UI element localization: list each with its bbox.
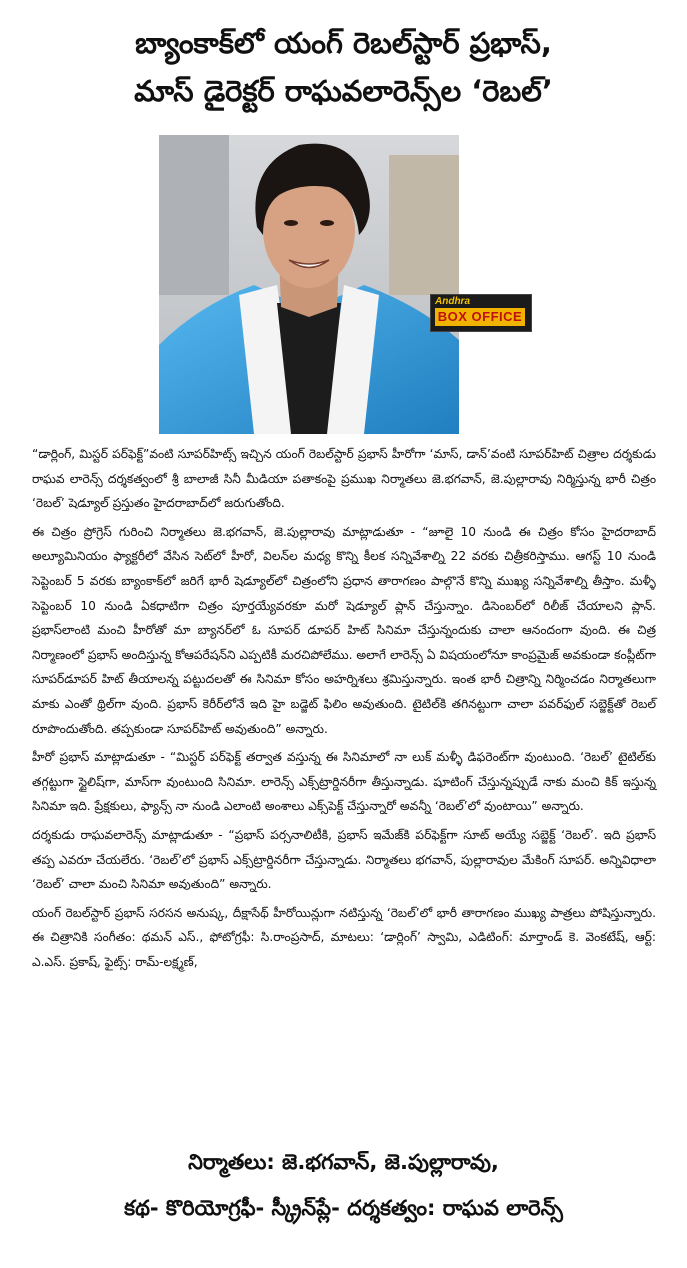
headline-line-1: బ్యాంకాక్‌లో యంగ్ రెబల్‌స్టార్ ప్రభాస్, (135, 26, 552, 60)
article-paragraph: ఈ చిత్రం ప్రోగ్రెస్ గురించి నిర్మాతలు జె.భగవాన్, జె.పుల్లారావు మాట్లాడుతూ - “జూలై 10 నుండి ఈ చిత్రం కోసం హైదరాబాద్ అల్యూమినియం ఫ్యాక్టరీలో వేసిన సెట్‌లో హీరో, విలన్‌ల మధ్య కొన్ని కీలక సన్నివేశాల్ని 22 వరకు చిత్రీకరిస్తాము. ఆగస్ట్ 10 నుండి సెప్టెంబర్ 5 వరకు బ్యాంకాక్‌లో జరిగే భారీ షెడ్యూల్‌లో చిత్రంలోని ప్రధాన తారాగణం పాల్గొనే కొన్ని ముఖ్య సన్నివేశాల్ని తీస్తాం. మళ్ళీ సెప్టెంబర్ 10 నుండి ఏకధాటిగా చిత్రం పూర్తయ్యేవరకూ మరో షెడ్యూల్ ప్లాన్ చేస్తున్నాం. డిసెంబర్‌లో రిలీజ్ చేయాలని ప్లాన్. ప్రభాస్‌లాంటి మంచి హీరోతో మా బ్యానర్‌లో ఓ సూపర్ డూపర్ హిట్ సినిమా చేస్తున్నందుకు చాలా ఆనందంగా వుంది. ఈ చిత్ర నిర్మాణంలో ప్రభాస్ అందిస్తున్న కోఆపరేషన్‌ని ఎప్పటికీ మరచిపోలేము. అలాగే లారెన్స్ ఏ విషయంలోనూ కాంప్రమైజ్ అవకుండా కంప్లీట్‌గా సూపర్‌డూపర్ హిట్ తీయాలన్న పట్టుదలతో ఈ సినిమా కోసం అహర్నిశలు శ్రమిస్తున్నారు. ఇంత భారీ చిత్రాన్ని నిర్మించడం నిర్మాతలుగా మాకు ఎంతో థ్రిల్‌గా వుంది. ప్రభాస్ కెరీర్‌లోనే ఇది హై బడ్జెట్ ఫిలిం అవుతుంది. టైటిల్‌కి తగినట్టుగా చాలా పవర్‌ఫుల్ సబ్జెక్ట్‌తో రెబల్ రూపొందుతోంది. తప్పకుండా సూపర్‌హిట్ అవుతుంది” అన్నారు. (32, 524, 656, 736)
actor-photo (159, 135, 459, 434)
article-paragraph: “డార్లింగ్, మిస్టర్ పర్‌ఫెక్ట్”వంటి సూపర్‌హిట్స్ ఇచ్చిన యంగ్ రెబల్‌స్టార్ ప్రభాస్ హీరోగా ‘మాస్, డాన్’వంటి సూపర్‌హిట్ చిత్రాల దర్శకుడు రాఘవ లారెన్స్ దర్శకత్వంలో శ్రీ బాలాజీ సినీ మీడియా పతాకంపై ప్రముఖ నిర్మాతలు జె.భగవాన్, జె.పుల్లారావు నిర్మిస్తున్న భారీ చిత్రం ‘రెబల్’ షెడ్యూల్ ప్రస్తుతం హైదరాబాద్‌లో జరుగుతోంది. (32, 447, 656, 511)
director-credit: కథ- కొరియోగ్రఫీ- స్క్రీన్‌ప్లే- దర్శకత్వం: రాఘవ లారెన్స్ (124, 1196, 563, 1220)
headline-line-2: మాస్ డైరెక్టర్ రాఘవలారెన్స్‌ల ‘రెబల్’ (134, 74, 553, 108)
article-paragraph: యంగ్ రెబల్‌స్టార్ ప్రభాస్ సరసన అనుష్క, దీక్షాసేథ్ హీరోయిన్లుగా నటిస్తున్న ‘రెబల్’లో భారీ తారాగణం ముఖ్య పాత్రలు పోషిస్తున్నారు. ఈ చిత్రానికి సంగీతం: థమన్ ఎస్., ఫోటోగ్రఫీ: సి.రాంప్రసాద్, మాటలు: ‘డార్లింగ్’ స్వామి, ఎడిటింగ్: మార్తాండ్ కె. వెంకటేష్, ఆర్ట్: ఎ.ఎస్. ప్రకాష్, ఫైట్స్: రామ్-లక్ష్మణ్, (32, 905, 656, 969)
andhra-box-office-logo: Andhra BOX OFFICE (430, 294, 532, 332)
article-paragraph: హీరో ప్రభాస్ మాట్లాడుతూ - “మిస్టర్ పర్‌ఫెక్ట్ తర్వాత వస్తున్న ఈ సినిమాలో నా లుక్ మళ్ళీ డిఫరెంట్‌గా వుంటుంది. ‘రెబల్’ టైటిల్‌కు తగ్గట్టుగా స్టైలిష్‌గా, మాస్‌గా వుంటుంది సినిమా. లారెన్స్ ఎక్స్‌ట్రార్డినరీగా తీస్తున్నాడు. షూటింగ్ చేస్తున్నప్పుడే నాకు మంచి కిక్ ఇస్తున్న సినిమా ఇది. ప్రేక్షకులు, ఫ్యాన్స్ నా నుండి ఎలాంటి అంశాలు ఎక్స్‌పెక్ట్ చేస్తున్నారో అవన్నీ ‘రెబల్’లో వుంటాయి” అన్నారు. (32, 750, 656, 814)
actor-photo-illustration (159, 135, 459, 434)
producers-credit: నిర్మాతలు: జె.భగవాన్, జె.పుల్లారావు, (188, 1150, 499, 1174)
article-body (32, 442, 656, 978)
article-paragraph: దర్శకుడు రాఘవలారెన్స్ మాట్లాడుతూ - “ప్రభాస్ పర్సనాలిటీకి, ప్రభాస్ ఇమేజ్‌కి పర్‌ఫెక్ట్‌గా సూట్ అయ్యే సబ్జెక్ట్ ‘రెబల్’. ఇది ప్రభాస్ తప్ప ఎవరూ చేయలేరు. ‘రెబల్’లో ప్రభాస్ ఎక్స్‌ట్రార్డినరీగా చేస్తున్నాడు. నిర్మాతలు భగవాన్, పుల్లారావుల మేకింగ్ సూపర్. అన్నివిధాలా ‘రెబల్’ చాలా మంచి సినిమా అవుతుంది” అన్నారు. (32, 827, 656, 892)
